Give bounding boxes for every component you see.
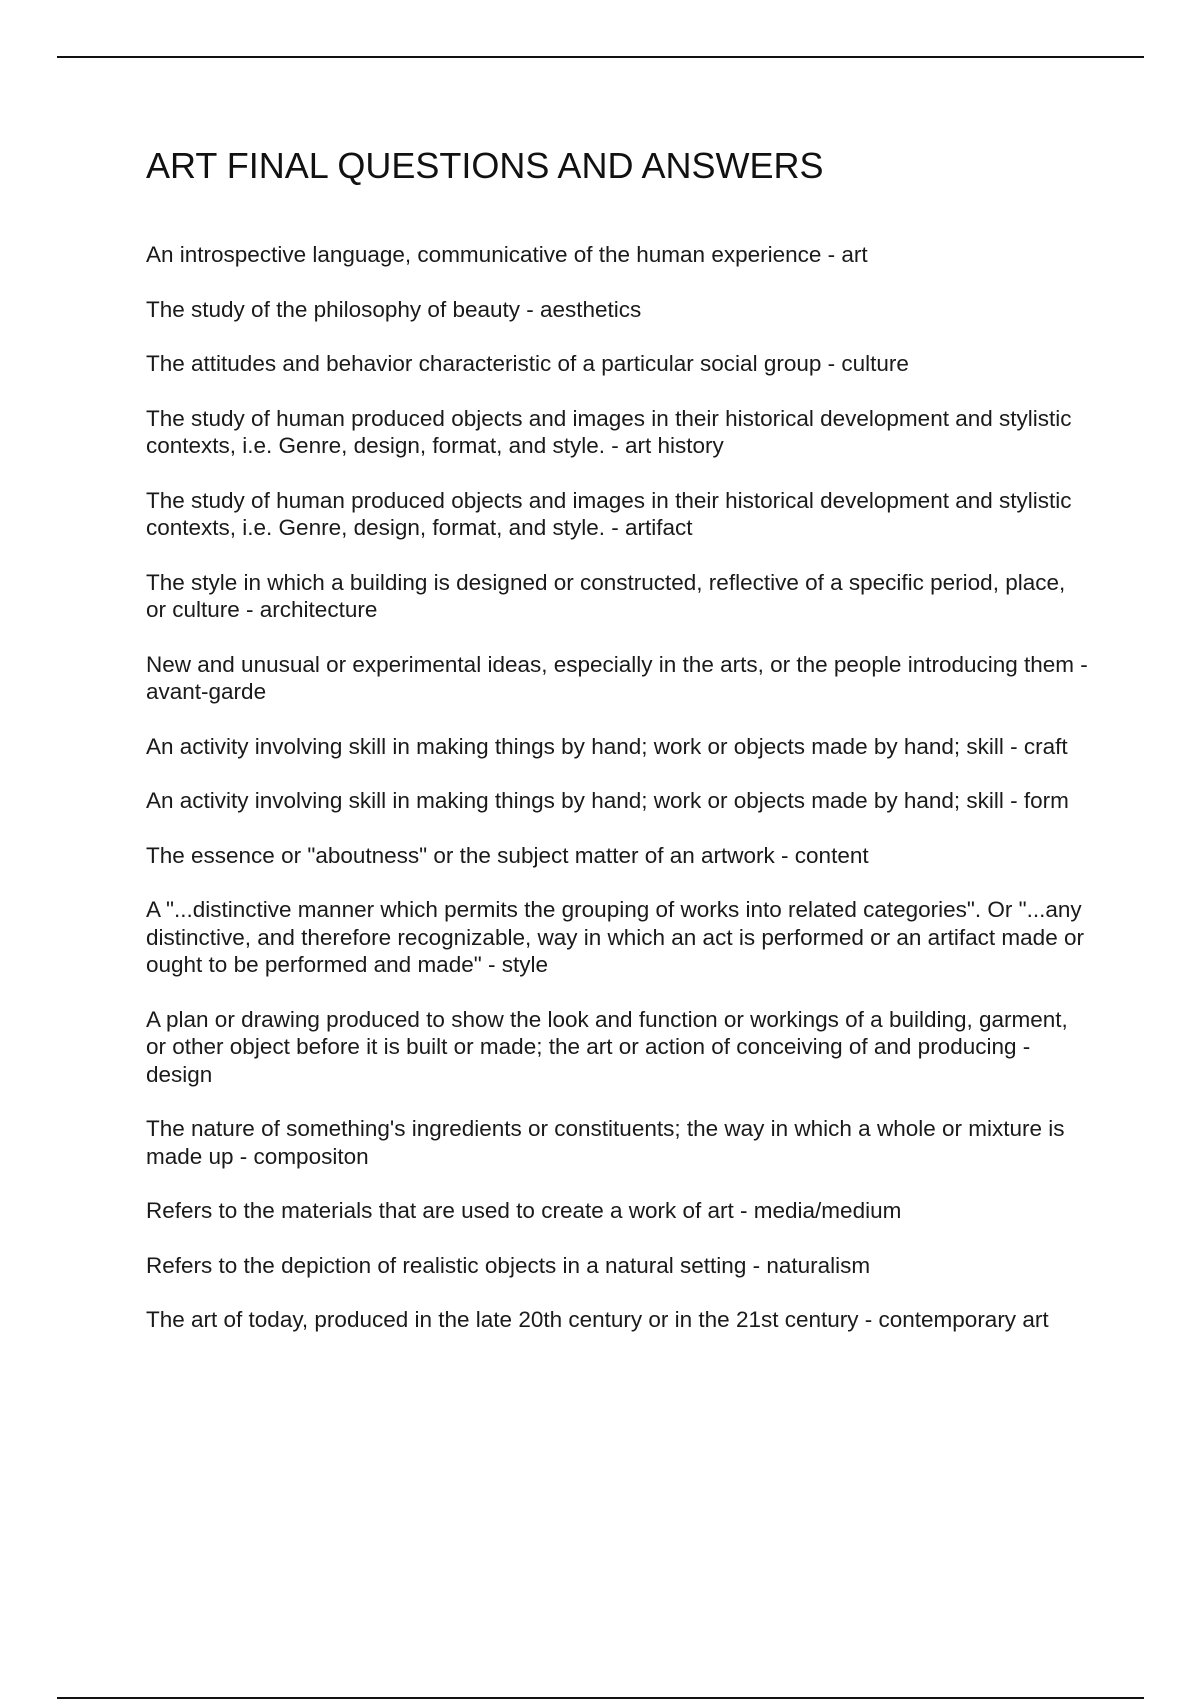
qa-item: An activity involving skill in making things by hand; work or objects made by hand; skill - craft — [146, 733, 1068, 759]
qa-item: The study of the philosophy of beauty - aesthetics — [146, 296, 642, 322]
qa-item: The study of human produced objects and images in their historical development and stylistic contexts, i.e. Genre, design, format, and style. - art history — [146, 405, 1072, 458]
qa-item: An activity involving skill in making things by hand; work or objects made by hand; skill - form — [146, 788, 1069, 813]
qa-item: The study of human produced objects and images in their historical development and stylistic contexts, i.e. Genre, design, format, and style. - artifact — [146, 487, 1072, 540]
qa-item: The nature of something's ingredients or constituents; the way in which a whole or mixture is made up - compositon — [146, 1116, 1065, 1169]
qa-item: New and unusual or experimental ideas, especially in the arts, or the people introducing them - avant-garde — [146, 651, 1088, 704]
qa-item: The style in which a building is designed or constructed, reflective of a specific period, place, or culture - architecture — [146, 569, 1066, 622]
qa-item: Refers to the depiction of realistic objects in a natural setting - naturalism — [146, 1252, 871, 1278]
qa-item: A plan or drawing produced to show the look and function or workings of a building, garment, or other object before it is built or made; the art or action of conceiving of and producing - design — [146, 1006, 1068, 1087]
footer-rule — [57, 1697, 1144, 1699]
qa-item: The essence or "aboutness" or the subject matter of an artwork - content — [146, 842, 869, 868]
qa-item: An introspective language, communicative of the human experience - art — [146, 242, 868, 267]
page-title: ART FINAL QUESTIONS AND ANSWERS — [146, 145, 824, 186]
header-rule — [57, 56, 1144, 58]
qa-item: The art of today, produced in the late 20th century or in the 21st century - contemporary art — [146, 1307, 1049, 1332]
qa-item: A "...distinctive manner which permits the grouping of works into related categories". Or "...any distinctive, and therefore recognizable, way in which an act is performed or an artifact made or ought to be performed and made" - style — [146, 897, 1084, 977]
qa-list — [146, 241, 1091, 1361]
qa-item: Refers to the materials that are used to create a work of art - media/medium — [146, 1198, 902, 1223]
qa-item: The attitudes and behavior characteristic of a particular social group - culture — [146, 351, 909, 376]
